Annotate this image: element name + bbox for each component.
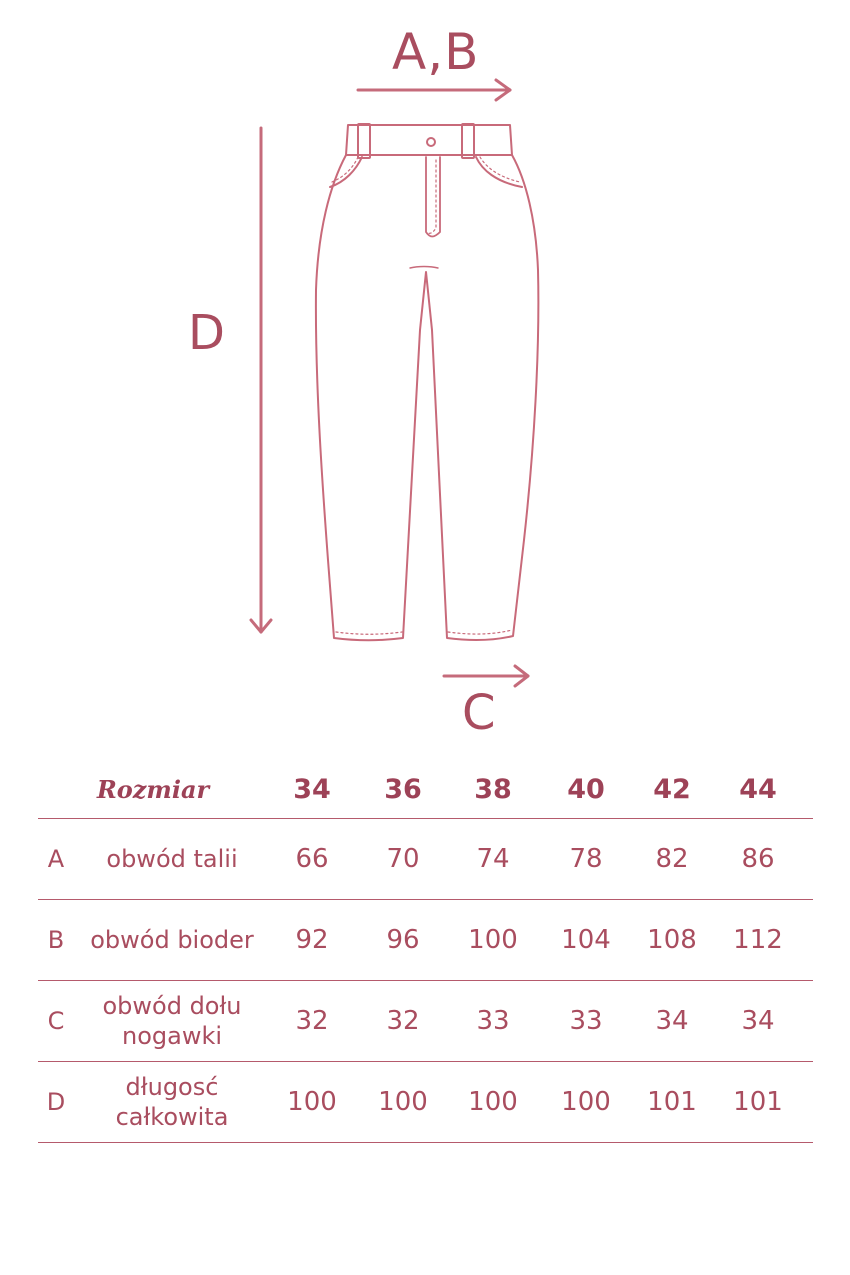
measurement-value: 100 [378, 1087, 428, 1117]
measurement-name: obwód bioder [90, 926, 254, 954]
arrow-c [444, 666, 528, 686]
label-ab: A,B [392, 23, 480, 81]
size-heading: 36 [384, 773, 422, 805]
table-row [38, 981, 813, 1062]
arrow-ab [358, 80, 510, 100]
size-heading: 44 [739, 773, 777, 805]
measurement-value: 100 [561, 1087, 611, 1117]
measurement-letter: A [47, 845, 65, 873]
measurement-value: 101 [733, 1087, 783, 1117]
measurement-value: 86 [741, 844, 775, 874]
label-d: D [188, 305, 225, 361]
measurement-value: 104 [561, 925, 611, 955]
table-row [38, 819, 813, 900]
measurement-letter: D [46, 1088, 66, 1116]
label-c: C [462, 685, 496, 741]
size-heading: 38 [474, 773, 512, 805]
measurement-value: 70 [386, 844, 420, 874]
measurement-value: 96 [386, 925, 420, 955]
measurement-value: 100 [468, 1087, 518, 1117]
measurement-value: 101 [647, 1087, 697, 1117]
measurement-value: 32 [386, 1006, 420, 1036]
table-row [38, 900, 813, 981]
measurement-value: 33 [569, 1006, 603, 1036]
measurement-value: 66 [295, 844, 329, 874]
measurement-name: długosć całkowita [115, 1073, 229, 1131]
measurement-name: obwód dołu nogawki [102, 992, 242, 1050]
size-table [38, 760, 813, 1143]
measurement-value: 34 [655, 1006, 689, 1036]
arrow-d [251, 128, 271, 632]
size-column-title: Rozmiar [96, 774, 210, 804]
measurement-letter: B [47, 926, 65, 954]
measurement-value: 100 [287, 1087, 337, 1117]
measurement-letter: C [47, 1007, 65, 1035]
measurement-value: 33 [476, 1006, 510, 1036]
size-heading: 34 [293, 773, 331, 805]
measurement-value: 112 [733, 925, 783, 955]
table-row [38, 1062, 813, 1143]
measurement-value: 74 [476, 844, 510, 874]
measurement-value: 78 [569, 844, 603, 874]
size-table-header [38, 760, 813, 819]
size-heading: 40 [567, 773, 605, 805]
measurement-value: 100 [468, 925, 518, 955]
measurement-value: 34 [741, 1006, 775, 1036]
size-heading: 42 [653, 773, 691, 805]
measurement-value: 108 [647, 925, 697, 955]
measurement-value: 32 [295, 1006, 329, 1036]
measurement-value: 92 [295, 925, 329, 955]
measurement-name: obwód talii [106, 845, 238, 873]
measurement-value: 82 [655, 844, 689, 874]
